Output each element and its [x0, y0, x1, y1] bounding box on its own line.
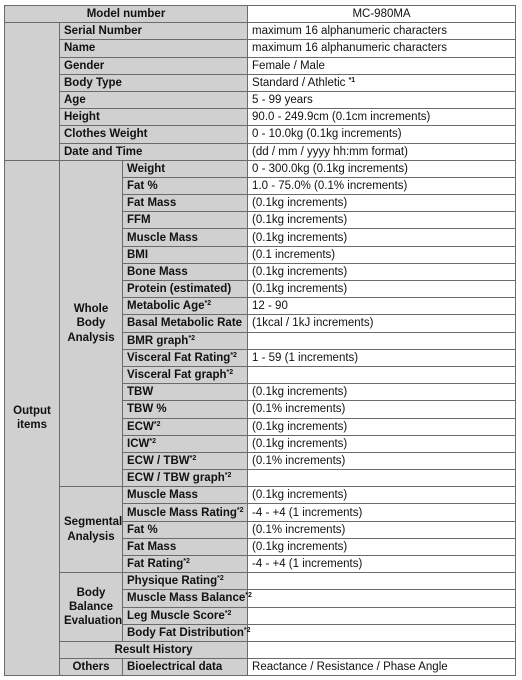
row-value: (0.1% increments) — [248, 521, 516, 538]
model-number-label: Model number — [5, 6, 248, 23]
row-label-text: FFM — [127, 214, 151, 227]
row-label — [123, 315, 248, 332]
row-label — [123, 452, 248, 469]
result-history-label: Result History — [60, 641, 248, 658]
row-value: (0.1kg increments) — [248, 538, 516, 555]
row-label — [123, 418, 248, 435]
footnote-mark: *2 — [189, 454, 197, 462]
row-label — [123, 470, 248, 487]
footnote-mark: *2 — [183, 558, 190, 566]
row-label-text: Body Fat Distribution — [127, 626, 244, 639]
row-label — [123, 624, 251, 641]
row-label — [123, 229, 248, 246]
row-label — [123, 212, 248, 229]
row-value-text: 0 - 10.0kg (0.1kg increments) — [252, 128, 402, 141]
row-label — [123, 349, 248, 366]
row-value: (0.1kg increments) — [248, 281, 516, 298]
row-label: Serial Number — [60, 23, 248, 40]
row-value: (0.1kg increments) — [248, 487, 516, 504]
row-label — [123, 177, 248, 194]
row-label: Age — [60, 91, 248, 108]
row-label — [123, 332, 248, 349]
row-label — [123, 556, 248, 573]
row-label-text: ECW / TBW graph — [127, 472, 225, 485]
table-row — [5, 23, 516, 40]
row-label — [123, 607, 248, 624]
header-row — [5, 6, 516, 23]
row-label-text: Muscle Mass Rating — [127, 506, 237, 519]
row-value — [248, 470, 516, 487]
row-label-text: Weight — [127, 162, 166, 175]
row-label-text: Physique Rating — [127, 575, 218, 588]
row-label-text: Fat % — [127, 523, 158, 536]
row-label: Name — [60, 40, 248, 57]
row-value: (0.1kg increments) — [248, 384, 516, 401]
row-value — [248, 573, 516, 590]
row-label-text: ICW — [127, 437, 150, 450]
row-label-text: Visceral Fat Rating — [127, 351, 231, 364]
row-label — [123, 366, 248, 383]
row-value: 1.0 - 75.0% (0.1% increments) — [248, 177, 516, 194]
spec-table-body — [5, 6, 516, 676]
footnote-mark: *2 — [245, 592, 252, 600]
row-value-text: (dd / mm / yyyy hh:mm format) — [252, 145, 408, 158]
row-label: Date and Time — [60, 143, 248, 160]
row-value-text: 5 - 99 years — [252, 94, 313, 106]
row-value: (0.1 increments) — [248, 246, 516, 263]
row-label-text: Visceral Fat graph — [127, 369, 227, 381]
table-row — [5, 143, 516, 160]
footnote-mark: *2 — [236, 506, 244, 514]
row-value — [248, 126, 516, 143]
row-value: Reactance / Resistance / Phase Angle — [248, 659, 516, 676]
table-row — [5, 573, 516, 590]
row-label-text: Protein (estimated) — [127, 283, 232, 296]
row-label-text: Fat Rating — [127, 558, 184, 571]
table-row — [5, 74, 516, 91]
row-value: (0.1% increments) — [248, 452, 516, 469]
row-value: 0 - 300.0kg (0.1kg increments) — [248, 160, 516, 177]
row-label-text: Fat Mass — [127, 197, 177, 210]
row-value: (0.1kg increments) — [248, 418, 516, 435]
footnote-mark: *2 — [243, 626, 251, 634]
table-row — [5, 487, 516, 504]
row-label: Clothes Weight — [60, 126, 248, 143]
footnote-mark: *2 — [149, 437, 156, 445]
row-label — [123, 573, 248, 590]
row-value: 12 - 90 — [248, 298, 516, 315]
footnote-mark: *2 — [153, 420, 161, 428]
row-value-text: maximum 16 alphanumeric characters — [252, 25, 447, 38]
row-value: (0.1kg increments) — [248, 435, 516, 452]
row-value — [248, 74, 516, 91]
row-value — [248, 590, 516, 607]
row-value: (0.1kg increments) — [248, 263, 516, 280]
row-label — [123, 487, 248, 504]
row-value-text: maximum 16 alphanumeric characters — [252, 42, 447, 55]
others-group-label: Others — [60, 659, 123, 676]
row-label-text: Metabolic Age — [127, 300, 205, 313]
row-label: Body Type — [60, 74, 248, 91]
row-value-text: Standard / Athletic — [252, 76, 349, 89]
row-label — [123, 504, 248, 521]
row-label — [123, 246, 248, 263]
row-label-text: Bone Mass — [127, 265, 188, 278]
row-value — [248, 607, 516, 624]
spec-table — [4, 5, 516, 676]
row-label-text: Muscle Mass — [127, 231, 198, 244]
row-value — [248, 624, 516, 641]
row-label — [123, 195, 248, 212]
row-value: -4 - +4 (1 increments) — [248, 556, 516, 573]
footnote-mark: *2 — [204, 300, 212, 308]
row-value: (0.1kg increments) — [248, 229, 516, 246]
whole-body-group-label: Whole Body Analysis — [60, 160, 123, 487]
row-label-text: ECW / TBW — [127, 454, 190, 467]
footnote-mark: *2 — [217, 575, 224, 583]
footnote-mark: *2 — [224, 472, 232, 480]
row-label — [123, 263, 248, 280]
footnote-mark: *2 — [224, 609, 232, 617]
row-label — [123, 401, 248, 418]
row-label — [123, 160, 248, 177]
model-number-value: MC-980MA — [248, 6, 516, 23]
row-value — [248, 91, 516, 108]
row-label: Gender — [60, 57, 248, 74]
footnote-mark: *2 — [230, 351, 237, 359]
row-value — [248, 332, 516, 349]
row-label: Height — [60, 109, 248, 126]
row-label-text: Muscle Mass Balance — [127, 592, 246, 605]
row-value — [248, 40, 516, 57]
row-label: Bioelectrical data — [123, 659, 248, 676]
row-value: (0.1kg increments) — [248, 212, 516, 229]
row-value: (0.1% increments) — [248, 401, 516, 418]
row-value — [248, 366, 516, 383]
row-value-text: Female / Male — [252, 59, 325, 72]
row-value: 1 - 59 (1 increments) — [248, 349, 516, 366]
row-label — [123, 281, 248, 298]
row-label-text: Leg Muscle Score — [127, 609, 225, 622]
table-row — [5, 57, 516, 74]
row-label-text: Fat % — [127, 179, 158, 192]
row-label — [123, 538, 248, 555]
footnote-mark: *1 — [348, 76, 356, 84]
row-value — [248, 109, 516, 126]
row-label — [123, 384, 248, 401]
balance-group-label: Body Balance Evaluation — [60, 573, 123, 642]
row-label-text: TBW % — [127, 403, 167, 416]
row-value: (0.1kg increments) — [248, 195, 516, 212]
table-row — [5, 641, 516, 658]
row-value — [248, 641, 516, 658]
table-row — [5, 40, 516, 57]
footnote-mark: *2 — [226, 369, 234, 376]
table-row — [5, 126, 516, 143]
output-items-label: Output items — [5, 160, 60, 676]
table-row — [5, 659, 516, 676]
row-label-text: Basal Metabolic Rate — [127, 317, 243, 330]
row-label-text: BMI — [127, 248, 149, 261]
segmental-group-label: Segmental Analysis — [60, 487, 123, 573]
row-label — [123, 590, 252, 607]
row-label-text: ECW — [127, 420, 154, 433]
table-row — [5, 160, 516, 177]
row-label-text: BMR graph — [127, 334, 189, 347]
row-value — [248, 143, 516, 160]
table-row — [5, 91, 516, 108]
row-label-text: TBW — [127, 386, 154, 399]
blank-left-cell — [5, 23, 60, 161]
row-value — [248, 23, 516, 40]
row-label — [123, 435, 248, 452]
row-value: (1kcal / 1kJ increments) — [248, 315, 516, 332]
row-value: -4 - +4 (1 increments) — [248, 504, 516, 521]
row-label — [123, 298, 248, 315]
row-label-text: Muscle Mass — [127, 489, 198, 502]
table-row — [5, 109, 516, 126]
row-label — [123, 521, 248, 538]
row-value-text: 90.0 - 249.9cm (0.1cm increments) — [252, 111, 431, 124]
row-value — [248, 57, 516, 74]
footnote-mark: *2 — [188, 334, 195, 342]
row-label-text: Fat Mass — [127, 540, 177, 553]
